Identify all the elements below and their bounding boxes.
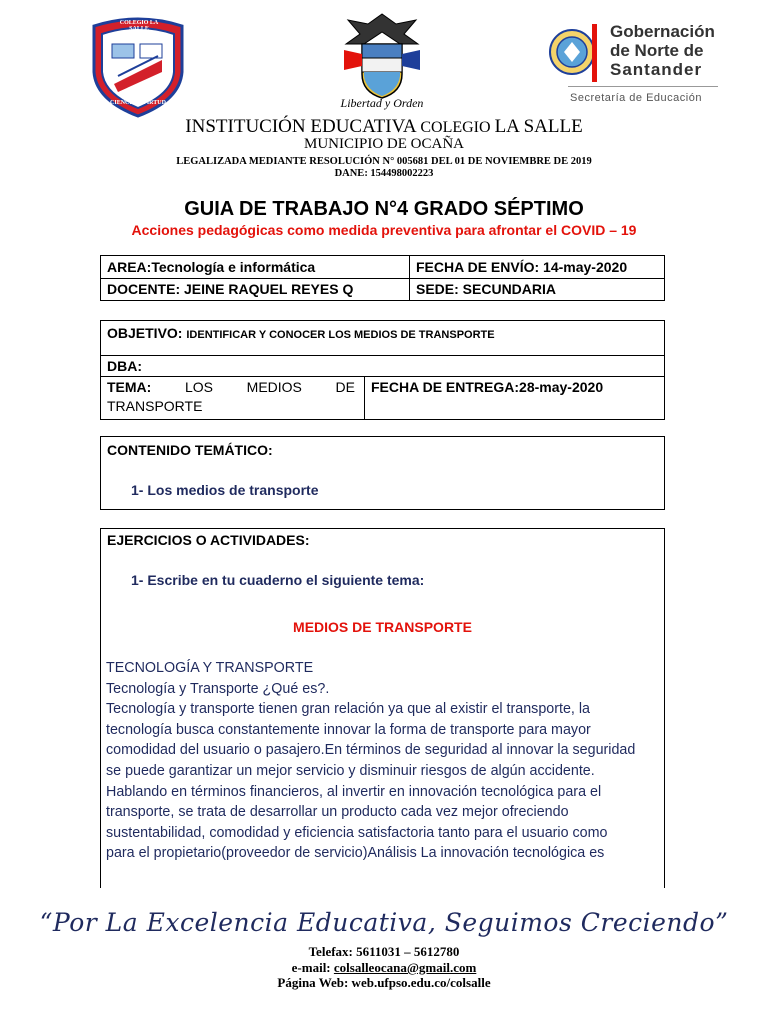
- tema-cell: TEMA: LOS MEDIOS DE TRANSPORTE: [107, 379, 355, 414]
- gobernacion-line2: de Norte de: [610, 41, 704, 60]
- municipality: MUNICIPIO DE OCAÑA: [304, 136, 464, 152]
- fecha-entrega-cell: FECHA DE ENTREGA:28-may-2020: [371, 379, 604, 395]
- ejercicios-label: EJERCICIOS O ACTIVIDADES:: [107, 532, 310, 548]
- gobernacion-line3: Santander: [610, 60, 703, 79]
- info-table: [100, 255, 665, 301]
- gobernacion-logo: [548, 22, 718, 108]
- objetivo-cell: OBJETIVO: IDENTIFICAR Y CONOCER LOS MEDIOS DE TRANSPORTE: [107, 325, 495, 341]
- contenido-item: 1- Los medios de transporte: [131, 482, 319, 498]
- school-slogan: “Por La Excelencia Educativa, Seguimos Creciendo”: [39, 908, 729, 937]
- institution-name: INSTITUCIÓN EDUCATIVA COLEGIO LA SALLE: [185, 116, 583, 137]
- email-link[interactable]: colsalleocana@gmail.com: [333, 960, 477, 975]
- ejercicios-item: 1- Escribe en tu cuaderno el siguiente tema:: [131, 572, 425, 588]
- legal-resolution: LEGALIZADA MEDIANTE RESOLUCIÓN N° 005681 DEL 01 DE NOVIEMBRE DE 2019: [176, 156, 592, 167]
- paragraph: TECNOLOGÍA Y TRANSPORTE: [106, 660, 314, 676]
- footer-telefax: Telefax: 5611031 – 5612780: [308, 944, 460, 959]
- section-heading: MEDIOS DE TRANSPORTE: [293, 619, 472, 635]
- paragraph: Hablando en términos financieros, al invertir en innovación tecnológica para el transporte, se trata de desarrollar un producto cada vez mejor ofreciendo sustentabilidad, comodidad y eficiencia satisfactoria tanto para el usuario como para el propietario(proveedor de servicio)Análisis La innovación tecnológica es: [106, 783, 608, 862]
- shield-bottom-text: CIENCIA Y VIRTUD: [110, 100, 166, 106]
- footer-website: Página Web: web.ufpso.edu.co/colsalle: [277, 975, 491, 990]
- dane-code: DANE: 154498002223: [334, 168, 434, 179]
- paragraph: Tecnología y transporte tienen gran relación ya que al existir el transporte, la tecnología busca constantemente innovar la forma de transporte para mayor comodidad del usuario o pasajero.En términos de seguridad al innovar la seguridad se puede garantizar un mejor servicio y disminuir riesgos de algún accidente.: [106, 701, 636, 779]
- gobernacion-sub: Secretaría de Educación: [570, 92, 702, 104]
- sede-cell: SEDE: SECUNDARIA: [416, 281, 557, 297]
- page-title: GUIA DE TRABAJO N°4 GRADO SÉPTIMO: [184, 198, 584, 220]
- coat-of-arms-logo: [338, 10, 426, 114]
- docente-cell: DOCENTE: JEINE RAQUEL REYES Q: [107, 281, 354, 297]
- shield-top-text: COLEGIO LA SALLE: [119, 20, 159, 32]
- body-text: [106, 658, 636, 864]
- coat-caption: Libertad y Orden: [340, 96, 424, 110]
- page-subtitle: Acciones pedagógicas como medida preventiva para afrontar el COVID – 19: [131, 222, 637, 238]
- area-cell: AREA:Tecnología e informática: [107, 259, 316, 275]
- contenido-label: CONTENIDO TEMÁTICO:: [107, 442, 273, 458]
- dba-cell: DBA:: [107, 358, 142, 374]
- footer-email: e-mail: colsalleocana@gmail.com: [291, 960, 477, 975]
- paragraph: Tecnología y Transporte ¿Qué es?.: [106, 680, 330, 697]
- school-shield-logo: [88, 14, 188, 118]
- objective-table: [100, 320, 665, 420]
- gobernacion-line1: Gobernación: [610, 22, 715, 41]
- fecha-envio-cell: FECHA DE ENVÍO: 14-may-2020: [416, 259, 628, 275]
- contenido-box: [100, 436, 665, 510]
